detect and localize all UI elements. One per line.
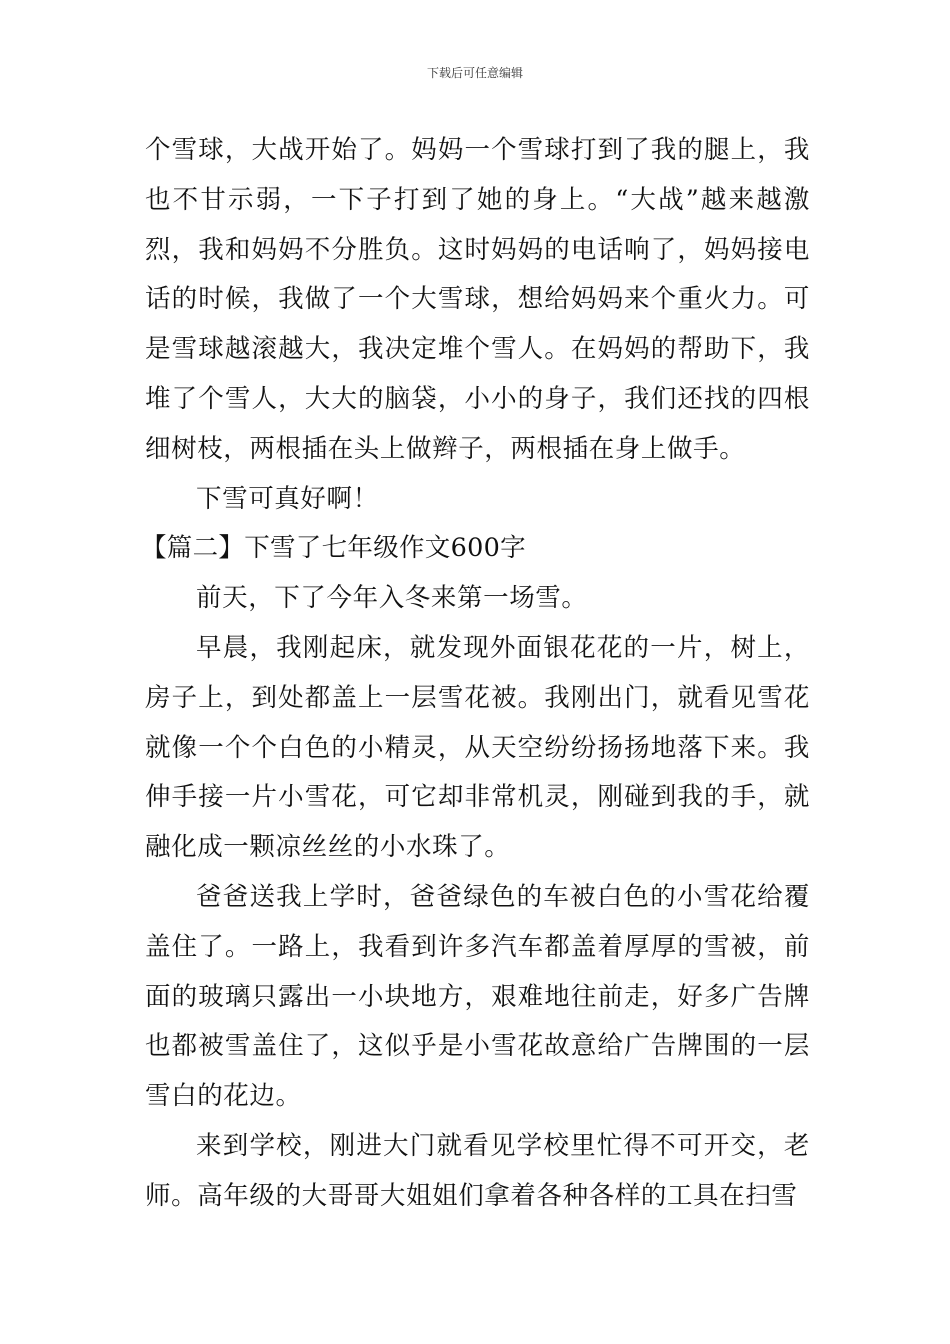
- paragraph-at-school: 来到学校，刚进大门就看见学校里忙得不可开交，老师。高年级的大哥哥大姐姐们拿着各种各样的工具在扫雪: [145, 1130, 810, 1211]
- paragraph-morning: 早晨，我刚起床，就发现外面银花花的一片，树上，房子上，到处都盖上一层雪花被。我刚出门，就看见雪花就像一个个白色的小精灵，从天空纷纷扬扬地落下来。我伸手接一片小雪花，可它却非常机灵，刚碰到我的手，就融化成一颗凉丝丝的小水珠了。: [145, 632, 810, 863]
- paragraph-first-snow: 前天，下了今年入冬来第一场雪。: [196, 583, 588, 614]
- document-body: [141, 126, 810, 1222]
- paragraph-ride-to-school: 爸爸送我上学时，爸爸绿色的车被白色的小雪花给覆盖住了。一路上，我看到许多汽车都盖着厚厚的雪被，前面的玻璃只露出一小块地方，艰难地往前走，好多广告牌也都被雪盖住了，这似乎是小雪花故意给广告牌围的一层雪白的花边。: [145, 881, 810, 1112]
- section-heading: 【篇二】下雪了七年级作文600字: [141, 533, 526, 564]
- paragraph-snowball-fight: 个雪球，大战开始了。妈妈一个雪球打到了我的腿上，我也不甘示弱，一下子打到了她的身上。“大战”越来越激烈，我和妈妈不分胜负。这时妈妈的电话响了，妈妈接电话的时候，我做了一个大雪球，想给妈妈来个重火力。可是雪球越滚越大，我决定堆个雪人。在妈妈的帮助下，我堆了个雪人，大大的脑袋，小小的身子，我们还找的四根细树枝，两根插在头上做辫子，两根插在身上做手。: [145, 135, 810, 464]
- paragraph-exclamation: 下雪可真好啊！: [196, 483, 379, 514]
- page-header-note: 下载后可任意编辑: [426, 66, 523, 80]
